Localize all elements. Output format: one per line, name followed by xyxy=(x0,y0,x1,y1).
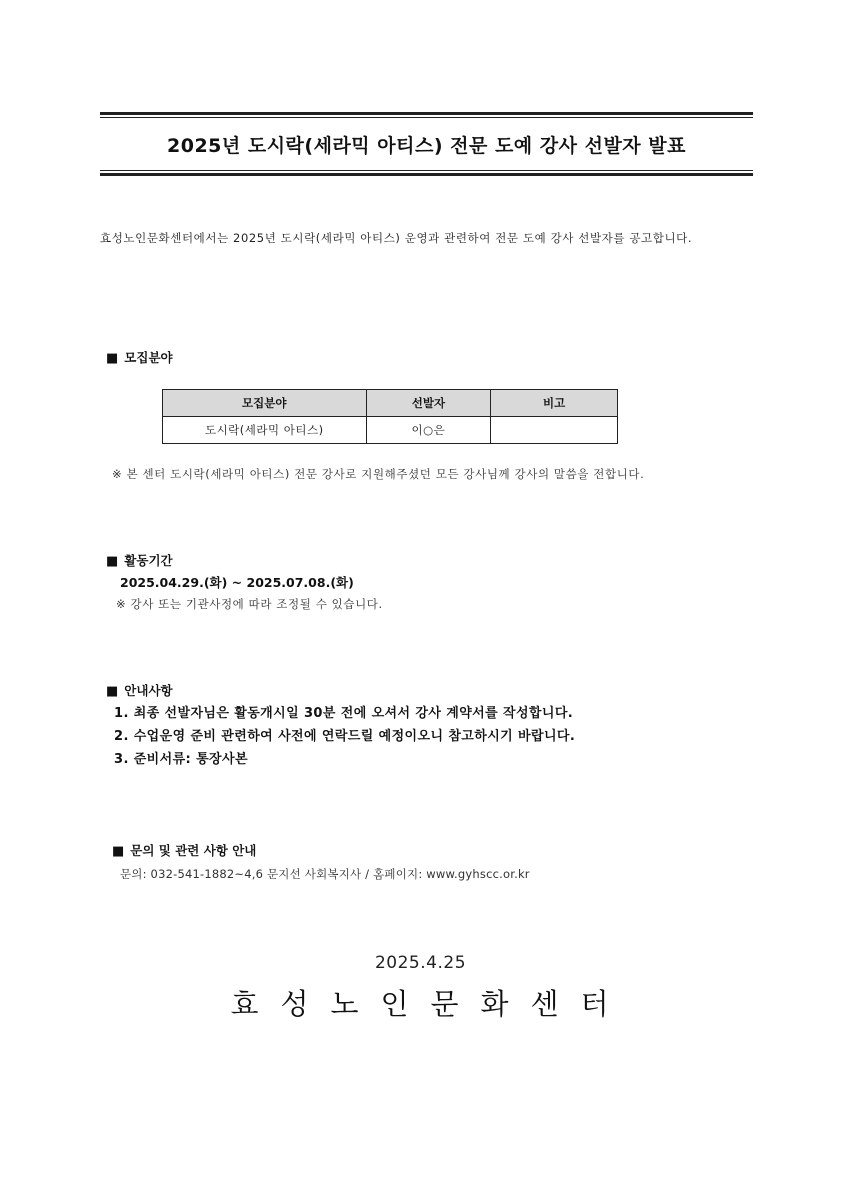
notice-item: 3. 준비서류: 통장사본 xyxy=(114,752,248,767)
contact-info: 문의: 032-541-1882~4,6 문지선 사회복지사 / 홈페이지: www.gyhscc.or.kr xyxy=(120,867,530,881)
announcement-date: 2025.4.25 xyxy=(374,953,467,973)
square-bullet-icon: ■ xyxy=(112,844,125,859)
title-top-rule-thick xyxy=(100,112,753,115)
section-contact-title: 문의 및 관련 사항 안내 xyxy=(130,843,257,858)
title-bottom-rule-thin xyxy=(100,170,753,171)
table-header-cell: 모집분야 xyxy=(163,390,367,417)
table-header-cell: 비고 xyxy=(491,390,618,417)
activity-note: ※ 강사 또는 기관사정에 따라 조정될 수 있습니다. xyxy=(116,597,383,611)
table-cell xyxy=(491,417,618,444)
title-bottom-rule-thick xyxy=(100,173,753,176)
square-bullet-icon: ■ xyxy=(106,684,119,699)
table-header-cell: 선발자 xyxy=(366,390,491,417)
recruitment-table xyxy=(162,389,618,444)
page-title: 2025년 도시락(세라믹 아티스) 전문 도예 강사 선발자 발표 xyxy=(167,135,686,157)
notice-item: 2. 수업운영 준비 관련하여 사전에 연락드릴 예정이오니 참고하시기 바랍니다. xyxy=(114,729,576,744)
square-bullet-icon: ■ xyxy=(106,554,119,569)
section-activity-heading xyxy=(106,551,173,569)
activity-period: 2025.04.29.(화) ~ 2025.07.08.(화) xyxy=(120,575,354,590)
section-notice-heading xyxy=(106,681,173,699)
table-cell: 이○은 xyxy=(366,417,491,444)
table-row xyxy=(163,417,618,444)
section-contact-heading xyxy=(112,841,256,859)
title-top-rule-thin xyxy=(100,117,753,118)
section-activity-title: 활동기간 xyxy=(124,553,173,568)
intro-paragraph: 효성노인문화센터에서는 2025년 도시락(세라믹 아티스) 운영과 관련하여 전문 도예 강사 선발자를 공고합니다. xyxy=(100,231,693,245)
table-header-row xyxy=(163,390,618,417)
table-cell: 도시락(세라믹 아티스) xyxy=(163,417,367,444)
section-notice-title: 안내사항 xyxy=(124,683,173,698)
section-recruitment-title: 모집분야 xyxy=(124,350,173,365)
notice-item: 1. 최종 선발자님은 활동개시일 30분 전에 오셔서 강사 계약서를 작성합니다. xyxy=(114,706,574,721)
recruitment-note: ※ 본 센터 도시락(세라믹 아티스) 전문 강사로 지원해주셨던 모든 강사님께 강사의 말씀을 전합니다. xyxy=(112,467,645,481)
square-bullet-icon: ■ xyxy=(106,351,119,366)
section-recruitment-heading xyxy=(106,348,173,366)
organization-name: 효성노인문화센터 xyxy=(230,987,631,1021)
